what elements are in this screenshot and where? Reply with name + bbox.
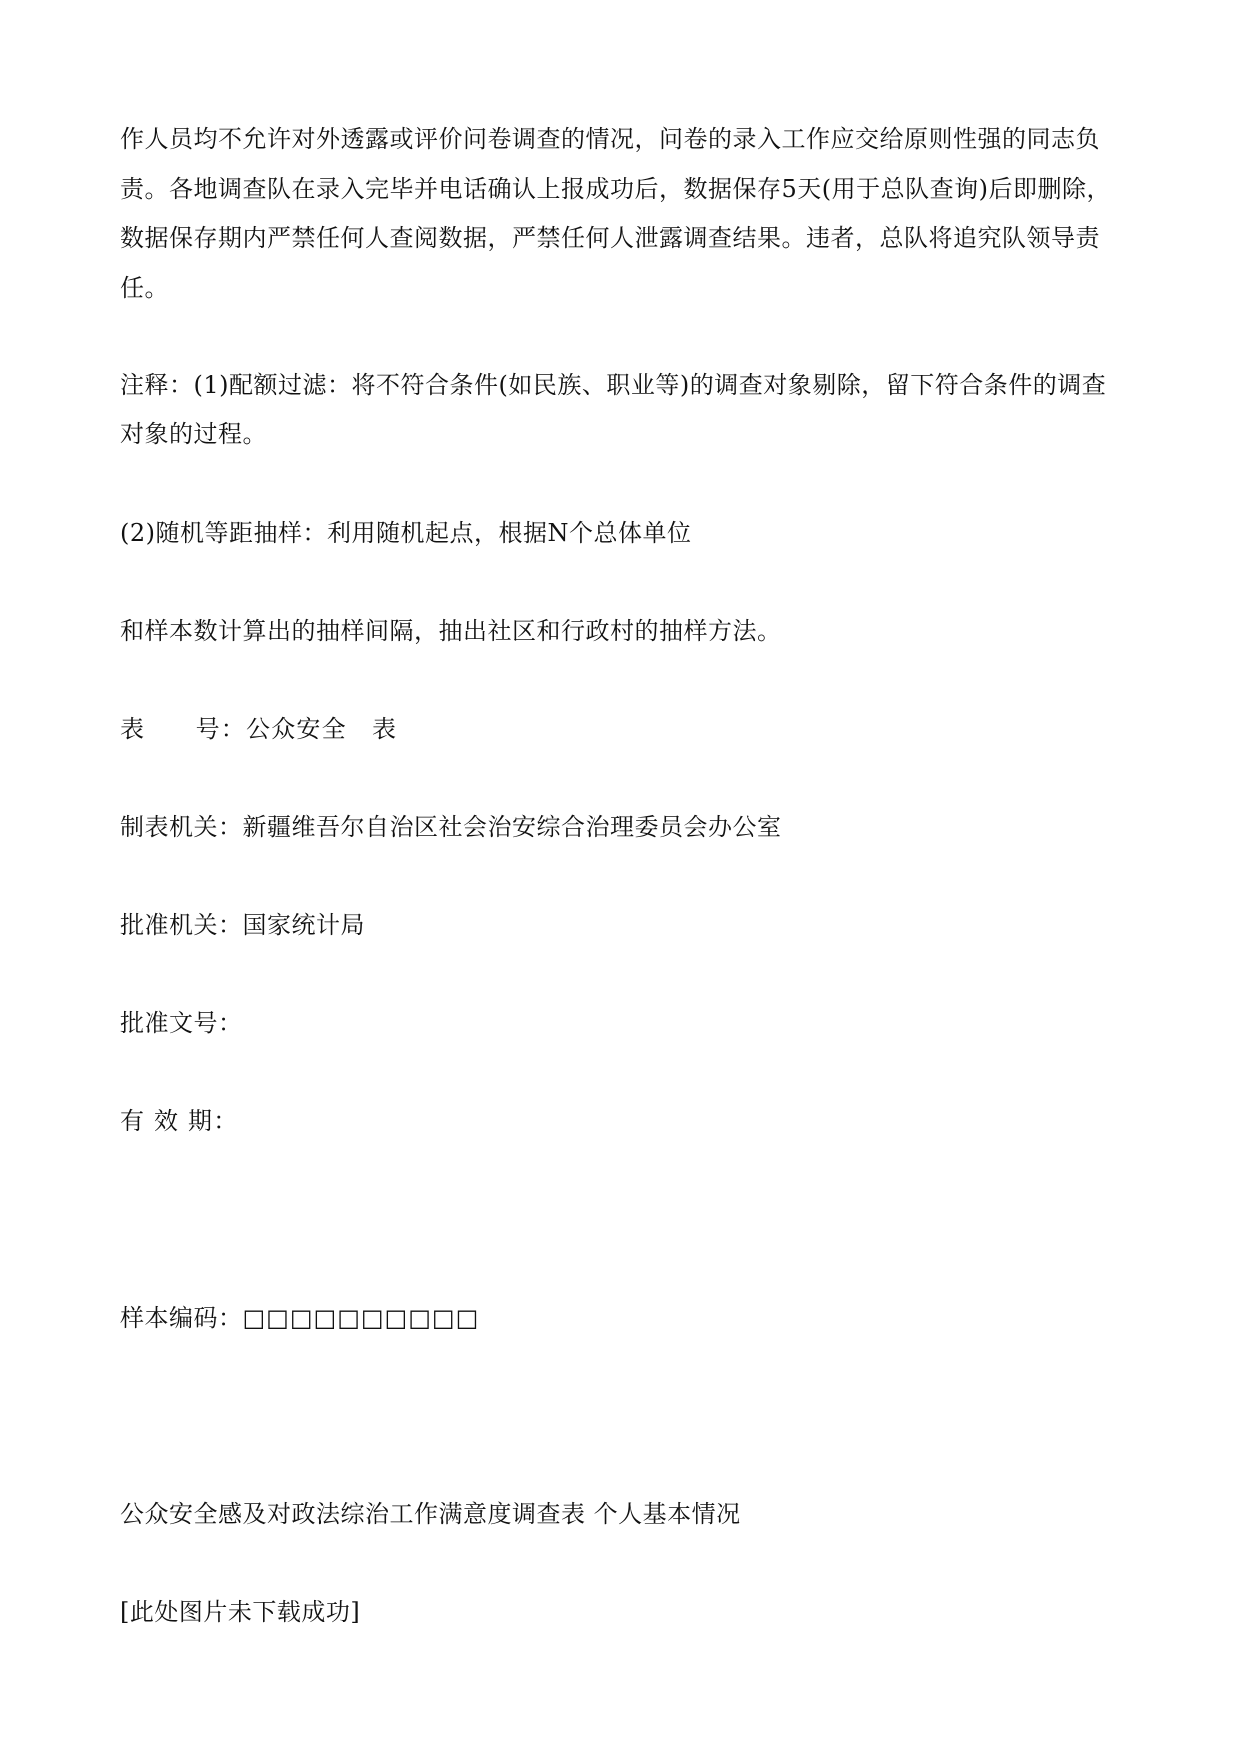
note2-line2: 和样本数计算出的抽样间隔，抽出社区和行政村的抽样方法。 xyxy=(120,617,782,645)
note2-line1: (2)随机等距抽样：利用随机起点，根据N个总体单位 xyxy=(120,519,692,547)
note1-line2: 对象的过程。 xyxy=(120,420,267,448)
form-issuer: 制表机关：新疆维吾尔自治区社会治安综合治理委员会办公室 xyxy=(120,813,782,841)
sample-code xyxy=(120,1306,479,1330)
sample-code-label: 样本编码： xyxy=(120,1304,243,1332)
form-approval-number: 批准文号： xyxy=(120,1009,243,1037)
form-validity: 有 效 期： xyxy=(120,1107,239,1135)
image-placeholder: [此处图片未下载成功] xyxy=(120,1598,361,1626)
paragraph1-line2: 责。各地调查队在录入完毕并电话确认上报成功后，数据保存5天(用于总队查询)后即删除， xyxy=(120,175,1111,203)
form-table-number: 表 号：公众安全 表 xyxy=(120,715,398,743)
paragraph1-line4: 任。 xyxy=(120,274,169,302)
paragraph1-line3: 数据保存期内严禁任何人查阅数据，严禁任何人泄露调查结果。违者，总队将追究队领导责 xyxy=(120,224,1100,252)
survey-title: 公众安全感及对政法综治工作满意度调查表 个人基本情况 xyxy=(120,1500,741,1528)
sample-code-boxes: □□□□□□□□□□ xyxy=(242,1304,480,1332)
form-approver: 批准机关：国家统计局 xyxy=(120,911,365,939)
paragraph1-line1: 作人员均不允许对外透露或评价问卷调查的情况，问卷的录入工作应交给原则性强的同志负 xyxy=(120,125,1100,153)
note1-line1: 注释：(1)配额过滤：将不符合条件(如民族、职业等)的调查对象剔除，留下符合条件的调查 xyxy=(120,371,1107,399)
